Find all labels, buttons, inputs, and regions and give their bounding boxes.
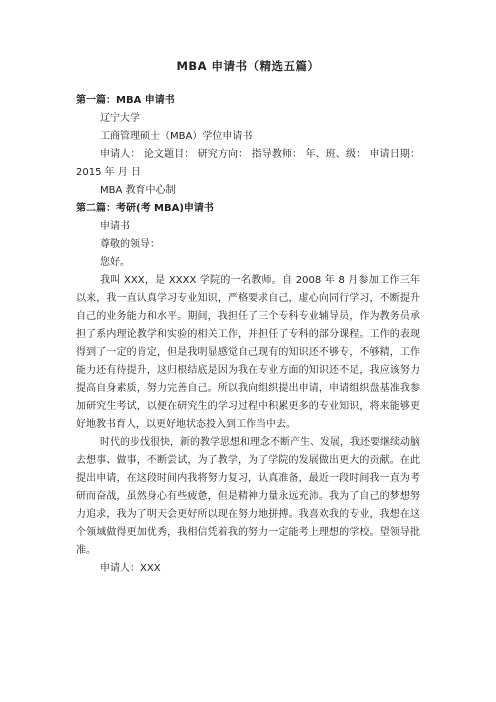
- letter-title: 申请书: [100, 221, 130, 232]
- issuer-line: MBA 教育中心制: [100, 185, 176, 196]
- application-form-title: 工商管理硕士（MBA）学位申请书: [100, 131, 253, 142]
- document-page: [76, 58, 420, 578]
- section-2-heading: 第二篇：考研(考 MBA)申请书: [76, 203, 214, 214]
- university-name: 辽宁大学: [100, 113, 140, 124]
- section-1-heading: 第一篇：MBA 申请书: [76, 95, 175, 106]
- letter-paragraph-1: 我叫 XXX，是 XXXX 学院的一名教师。自 2008 年 8 月参加工作三年以来，我一直认真学习专业知识，严格要求自己，虚心向同行学习，不断提升自己的业务能力和水平。期间，我担任了三个专科专业辅导员，作为教务员承担了系内理论教学和实验的相关工作，并担任了专科的部分课程。工作的表现得到了一定的肯定，但是我明显感觉自己现有的知识还不够专，不够精，工作能力还有待提升，这归根结底是因为我在专业方面的知识还不足，我应该努力提高自身素质，努力完善自己。所以我向组织提出申请，申请组织盘基准我参加研究生考试，以便在研究生的学习过程中积累更多的专业知识，将来能够更好地教书育人，以更好地状态投入到工作当中去。: [76, 275, 420, 430]
- letter-salutation: 尊敬的领导：: [100, 239, 160, 250]
- letter-paragraph-2: 时代的步伐很快，新的教学思想和理念不断产生、发展，我还要继续动脑去想事、做事，不断尝试，为了教学，为了学院的发展做出更大的贡献。在此提出申请，在这段时间内我将努力复习，认真准备，最近一段时间我一直为考研而奋战，虽然身心有些疲惫，但是精神力量永远充沛。我为了自己的梦想努力追求，我为了明天会更好所以现在努力地拼搏。我喜欢我的专业，我想在这个领域做得更加优秀，我相信凭着我的努力一定能考上理想的学校。望领导批准。: [76, 437, 420, 556]
- letter-greeting: 您好。: [100, 257, 130, 268]
- document-title: MBA 申请书（精选五篇）: [176, 59, 320, 73]
- applicant-fields-line: 申请人： 论文题目： 研究方向： 指导教师： 年、班、级： 申请日期： 2015 年 月 日: [76, 149, 420, 178]
- letter-signature: 申请人：XXX: [100, 563, 161, 574]
